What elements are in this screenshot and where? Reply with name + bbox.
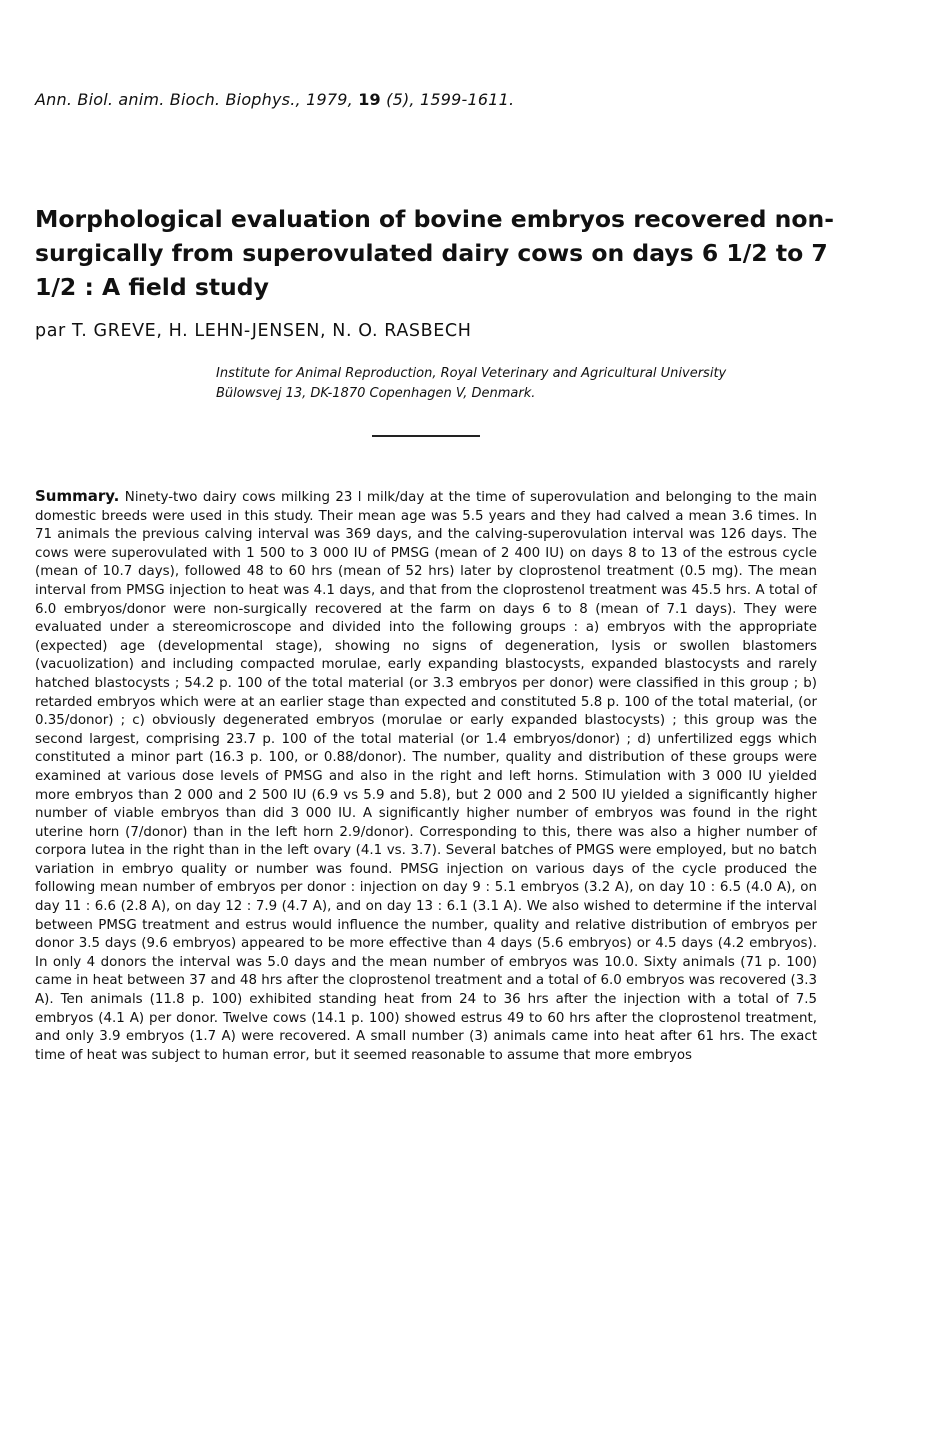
affiliation-line-2: Bülowsvej 13, DK-1870 Copenhagen V, Denmark. xyxy=(216,386,536,401)
journal-volume: 19 xyxy=(358,90,381,109)
affiliation-line-1: Institute for Animal Reproduction, Royal Veterinary and Agricultural University xyxy=(216,366,727,381)
summary-paragraph xyxy=(35,487,817,1065)
journal-citation xyxy=(35,90,514,109)
separator-rule xyxy=(372,435,480,437)
summary-text: Ninety-two dairy cows milking 23 l milk/day at the time of superovulation and belonging to the main domestic breeds were used in this study. Their mean age was 5.5 years and they had calved a mean 3.6 times. In 71 animals the previous calving interval was 369 days, and the calving-superovulation interval was 126 days. The cows were superovulated with 1 500 to 3 000 IU of PMSG (mean of 2 400 IU) on days 8 to 13 of the estrous cycle (mean of 10.7 days), followed 48 to 60 hrs (mean of 52 hrs) later by cloprostenol treatment (0.5 mg). The mean interval from PMSG injection to heat was 4.1 days, and that from the cloprostenol treatment was 45.5 hrs. A total of 6.0 embryos/donor were non-surgically recovered at the farm on days 6 to 8 (mean of 7.1 days). They were evaluated under a stereomicroscope and divided into the following groups : a) embryos with the appropriate (expected) age (developmental stage), showing no signs of degeneration, lysis or swollen blastomers (vacuolization) and including compacted morulae, early expanding blastocysts, expanded blastocysts and rarely hatched blastocysts ; 54.2 p. 100 of the total material (or 3.3 embryos per donor) were classified in this group ; b) retarded embryos which were at an earlier stage than expected and constituted 5.8 p. 100 of the total material, (or 0.35/donor) ; c) obviously degenerated embryos (morulae or early expanded blastocysts) ; this group was the second largest, comprising 23.7 p. 100 of the total material (or 1.4 embryos/donor) ; d) unfertilized eggs which constituted a minor part (16.3 p. 100, or 0.88/donor). The number, quality and distribution of these groups were examined at various dose levels of PMSG and also in the right and left horns. Stimulation with 3 000 IU yielded more embryos than 2 000 and 2 500 IU (6.9 vs 5.9 and 5.8), but 2 000 and 2 500 IU yielded a significantly higher number of viable embryos than did 3 000 IU. A significantly higher number of embryos was found in the right uterine horn (7/donor) than in the left horn 2.9/donor). Corresponding to this, there was also a higher number of corpora lutea in the right than in the left ovary (4.1 vs. 3.7). Several batches of PMGS were employed, but no batch variation in embryo quality or number was found. PMSG injection on various days of the cycle produced the following mean number of embryos per donor : injection on day 9 : 5.1 embryos (3.2 A), on day 10 : 6.5 (4.0 A), on day 11 : 6.6 (2.8 A), on day 12 : 7.9 (4.7 A), and on day 13 : 6.1 (3.1 A). We also wished to determine if the interval between PMSG treatment and estrus would influence the number, quality and relative distribution of embryos per donor 3.5 days (9.6 embryos) appeared to be more effective than 4 days (5.6 embryos) or 4.5 days (4.2 embryos). In only 4 donors the interval was 5.0 days and the mean number of embryos was 10.0. Sixty animals (71 p. 100) came in heat between 37 and 48 hrs after the cloprostenol treatment and a total of 6.0 embryos was recovered (3.3 A). Ten animals (11.8 p. 100) exhibited standing heat from 24 to 36 hrs after the injection with a total of 7.5 embryos (4.1 A) per donor. Twelve cows (14.1 p. 100) showed estrus 49 to 60 hrs after the cloprostenol treatment, and only 3.9 embryos (1.7 A) were recovered. A small number (3) animals came into heat after 61 hrs. The exact time of heat was subject to human error, but it seemed reasonable to assume that more embryos xyxy=(35,490,817,1063)
article-title: Morphological evaluation of bovine embryos recovered non-surgically from superovulated dairy cows on days 6 1/2 to 7 1/2 : A field study xyxy=(35,205,834,301)
article-authors: par T. GREVE, H. LEHN-JENSEN, N. O. RASBECH xyxy=(35,321,472,341)
summary-heading: Summary. xyxy=(35,487,120,505)
author-affiliation xyxy=(216,364,836,404)
journal-name: Ann. Biol. anim. Bioch. Biophys. xyxy=(35,90,296,109)
journal-year: , 1979, xyxy=(295,90,353,109)
journal-issue-pages: (5), 1599-1611. xyxy=(386,90,515,109)
